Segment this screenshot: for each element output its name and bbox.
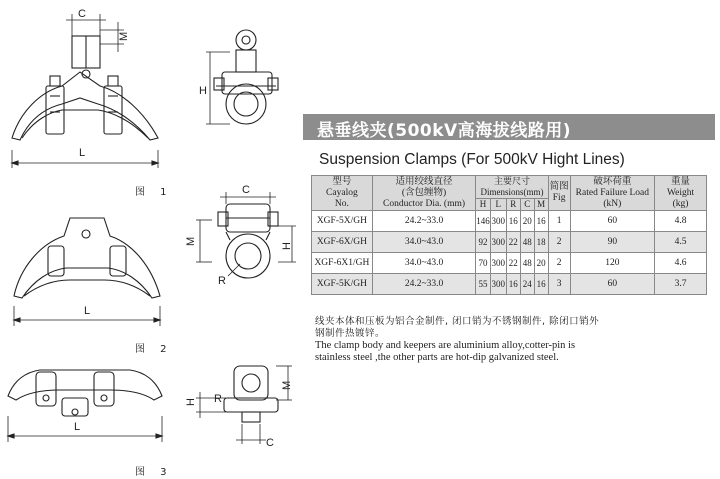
cell-weight: 4.6	[655, 253, 707, 274]
cell-conductor: 34.0~43.0	[372, 232, 475, 253]
cell-l: 300	[490, 253, 506, 274]
cell-c: 24	[520, 274, 534, 295]
cell-fig: 3	[548, 274, 570, 295]
fig2-front-view	[14, 218, 160, 326]
header-failure-en: Rated Failure Load	[575, 187, 650, 198]
cell-m: 16	[534, 274, 548, 295]
header-dim-c: C	[520, 199, 534, 211]
cell-c: 48	[520, 232, 534, 253]
header-failure-load	[570, 176, 655, 211]
cell-l: 300	[490, 211, 506, 232]
cell-m: 20	[534, 253, 548, 274]
header-failure-unit: (kN)	[603, 198, 622, 209]
fig2-label: 图 2	[135, 344, 173, 355]
cell-model: XGF-6X1/GH	[312, 253, 373, 274]
cell-r: 16	[506, 274, 520, 295]
note-en-line2: stainless steel ,the other parts are hot-dip galvanized steel.	[315, 352, 559, 363]
cell-model: XGF-6X/GH	[312, 232, 373, 253]
cell-load: 60	[570, 274, 655, 295]
spec-table	[311, 175, 707, 295]
header-catalog-cn: 型号	[332, 176, 352, 187]
fig1-dim-m: M	[118, 31, 130, 41]
fig3-side-view	[185, 366, 293, 449]
cell-h: 55	[476, 274, 491, 295]
cell-fig: 2	[548, 232, 570, 253]
cell-conductor: 34.0~43.0	[372, 253, 475, 274]
note-cn-line1: 线夹本体和压板为铝合金制件, 闭口销为不锈钢制件, 除闭口销外	[315, 316, 600, 327]
subtitle-en: Suspension Clamps (For 500kV Hight Lines)	[319, 151, 625, 168]
title-banner	[303, 114, 715, 140]
cell-weight: 4.8	[655, 211, 707, 232]
fig1-dim-c: C	[78, 8, 86, 20]
header-dim-r: R	[506, 199, 520, 211]
table-row	[312, 232, 707, 253]
cell-conductor: 24.2~33.0	[372, 211, 475, 232]
cell-r: 16	[506, 211, 520, 232]
cell-load: 60	[570, 211, 655, 232]
cell-fig: 2	[548, 253, 570, 274]
cell-weight: 4.5	[655, 232, 707, 253]
title-cn: 悬垂线夹(500kV高海拔线路用)	[317, 121, 571, 141]
fig2-dim-l: L	[84, 305, 91, 317]
header-dim-l: L	[490, 199, 506, 211]
technical-drawings	[0, 0, 300, 479]
header-weight-en: Weight	[666, 187, 695, 198]
header-weight-cn: 重量	[671, 176, 691, 187]
cell-load: 120	[570, 253, 655, 274]
header-catalog-en2: No.	[334, 198, 349, 209]
cell-r: 22	[506, 232, 520, 253]
fig2-side-view	[185, 184, 296, 287]
note-cn-line2: 钢制件热镀锌。	[315, 328, 386, 339]
fig1-label: 图 1	[135, 187, 173, 198]
header-dimensions-en: Dimensions(mm)	[480, 187, 544, 197]
cell-m: 18	[534, 232, 548, 253]
header-conductor-en: Conductor Dia. (mm)	[382, 198, 466, 209]
cell-model: XGF-5K/GH	[312, 274, 373, 295]
cell-h: 146	[476, 211, 491, 232]
fig3-dim-l: L	[74, 421, 81, 433]
fig2-dim-c: C	[242, 184, 250, 196]
cell-fig: 1	[548, 211, 570, 232]
fig1-dim-l: L	[79, 147, 86, 159]
header-fig-cn: 简图	[549, 182, 569, 192]
table-row	[312, 211, 707, 232]
fig1-front-view	[12, 8, 158, 168]
header-dim-m: M	[534, 199, 548, 211]
table-row	[312, 253, 707, 274]
header-dimensions	[476, 176, 548, 199]
cell-r: 22	[506, 253, 520, 274]
fig1-dim-h: H	[199, 85, 207, 97]
cell-model: XGF-5X/GH	[312, 211, 373, 232]
fig3-dim-h: H	[185, 398, 197, 406]
header-catalog-en1: Cayalog	[326, 187, 358, 198]
cell-m: 16	[534, 211, 548, 232]
cell-c: 20	[520, 211, 534, 232]
fig3-dim-c: C	[266, 437, 274, 449]
cell-l: 300	[490, 232, 506, 253]
cell-load: 90	[570, 232, 655, 253]
fig2-dim-m: M	[185, 236, 197, 246]
header-conductor	[372, 176, 475, 211]
header-conductor-cn2: (含包缠物)	[401, 187, 447, 198]
cell-h: 70	[476, 253, 491, 274]
cell-c: 48	[520, 253, 534, 274]
fig1-side-view	[199, 30, 278, 124]
fig2-dim-r: R	[218, 275, 226, 287]
header-weight	[655, 176, 707, 211]
header-conductor-cn1: 适用绞线直径	[395, 176, 453, 187]
note-en-line1: The clamp body and keepers are aluminium alloy,cotter-pin is	[315, 340, 576, 351]
fig2-dim-h: H	[281, 242, 293, 250]
table-row	[312, 274, 707, 295]
cell-h: 92	[476, 232, 491, 253]
header-fig-en: Fig	[552, 193, 566, 203]
header-dimensions-cn: 主要尺寸	[493, 176, 530, 186]
header-fig	[548, 176, 570, 211]
header-weight-unit: (kg)	[672, 198, 689, 209]
cell-conductor: 24.2~33.0	[372, 274, 475, 295]
fig3-dim-r: R	[214, 393, 222, 405]
cell-weight: 3.7	[655, 274, 707, 295]
cell-l: 300	[490, 274, 506, 295]
fig3-front-view	[8, 370, 162, 442]
header-failure-cn: 破坏荷重	[593, 176, 632, 187]
material-note	[315, 316, 710, 364]
fig3-dim-m: M	[281, 380, 293, 390]
header-dim-h: H	[476, 199, 491, 211]
fig3-label: 图 3	[135, 467, 173, 478]
header-catalog	[312, 176, 373, 211]
